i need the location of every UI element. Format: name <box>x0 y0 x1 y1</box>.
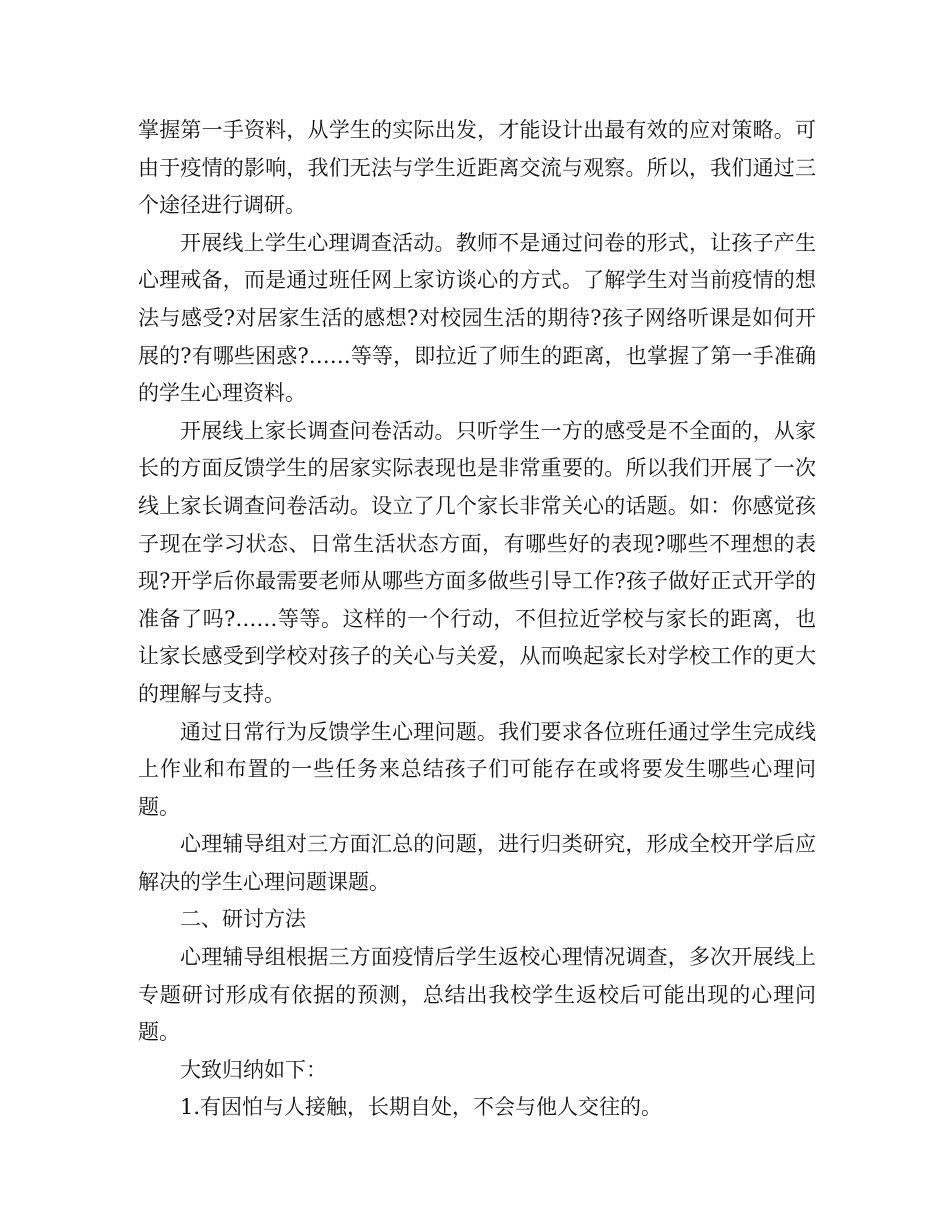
document-page <box>138 112 816 1127</box>
paragraph-summary-research: 心理辅导组对三方面汇总的问题，进行归类研究，形成全校开学后应解决的学生心理问题课题。 <box>138 832 816 894</box>
paragraph-summary-intro: 大致归纳如下： <box>180 1057 327 1082</box>
paragraph-daily-behavior: 通过日常行为反馈学生心理问题。我们要求各位班任通过学生完成线上作业和布置的一些任务来总结孩子们可能存在或将要发生哪些心理问题。 <box>138 719 816 819</box>
section-heading-methods: 二、研讨方法 <box>180 907 306 932</box>
paragraph-methods: 心理辅导组根据三方面疫情后学生返校心理情况调查，多次开展线上专题研讨形成有依据的预测，总结出我校学生返校后可能出现的心理问题。 <box>138 945 816 1045</box>
list-item-1: 1.有因怕与人接触，长期自处，不会与他人交往的。 <box>180 1095 663 1120</box>
paragraph-research-sources: 掌握第一手资料，从学生的实际出发，才能设计出最有效的应对策略。可由于疫情的影响，我们无法与学生近距离交流与观察。所以，我们通过三个途径进行调研。 <box>138 118 816 218</box>
paragraph-student-survey: 开展线上学生心理调查活动。教师不是通过问卷的形式，让孩子产生心理戒备，而是通过班任网上家访谈心的方式。了解学生对当前疫情的想法与感受?对居家生活的感想?对校园生活的期待?孩子网络听课是如何开展的?有哪些困惑?……等等，即拉近了师生的距离，也掌握了第一手准确的学生心理资料。 <box>138 230 816 406</box>
paragraph-parent-survey: 开展线上家长调查问卷活动。只听学生一方的感受是不全面的，从家长的方面反馈学生的居家实际表现也是非常重要的。所以我们开展了一次线上家长调查问卷活动。设立了几个家长非常关心的话题。如：你感觉孩子现在学习状态、日常生活状态方面，有哪些好的表现?哪些不理想的表现?开学后你最需要老师从哪些方面多做些引导工作?孩子做好正式开学的准备了吗?……等等。这样的一个行动，不但拉近学校与家长的距离，也让家长感受到学校对孩子的关心与关爱，从而唤起家长对学校工作的更大的理解与支持。 <box>138 418 816 706</box>
